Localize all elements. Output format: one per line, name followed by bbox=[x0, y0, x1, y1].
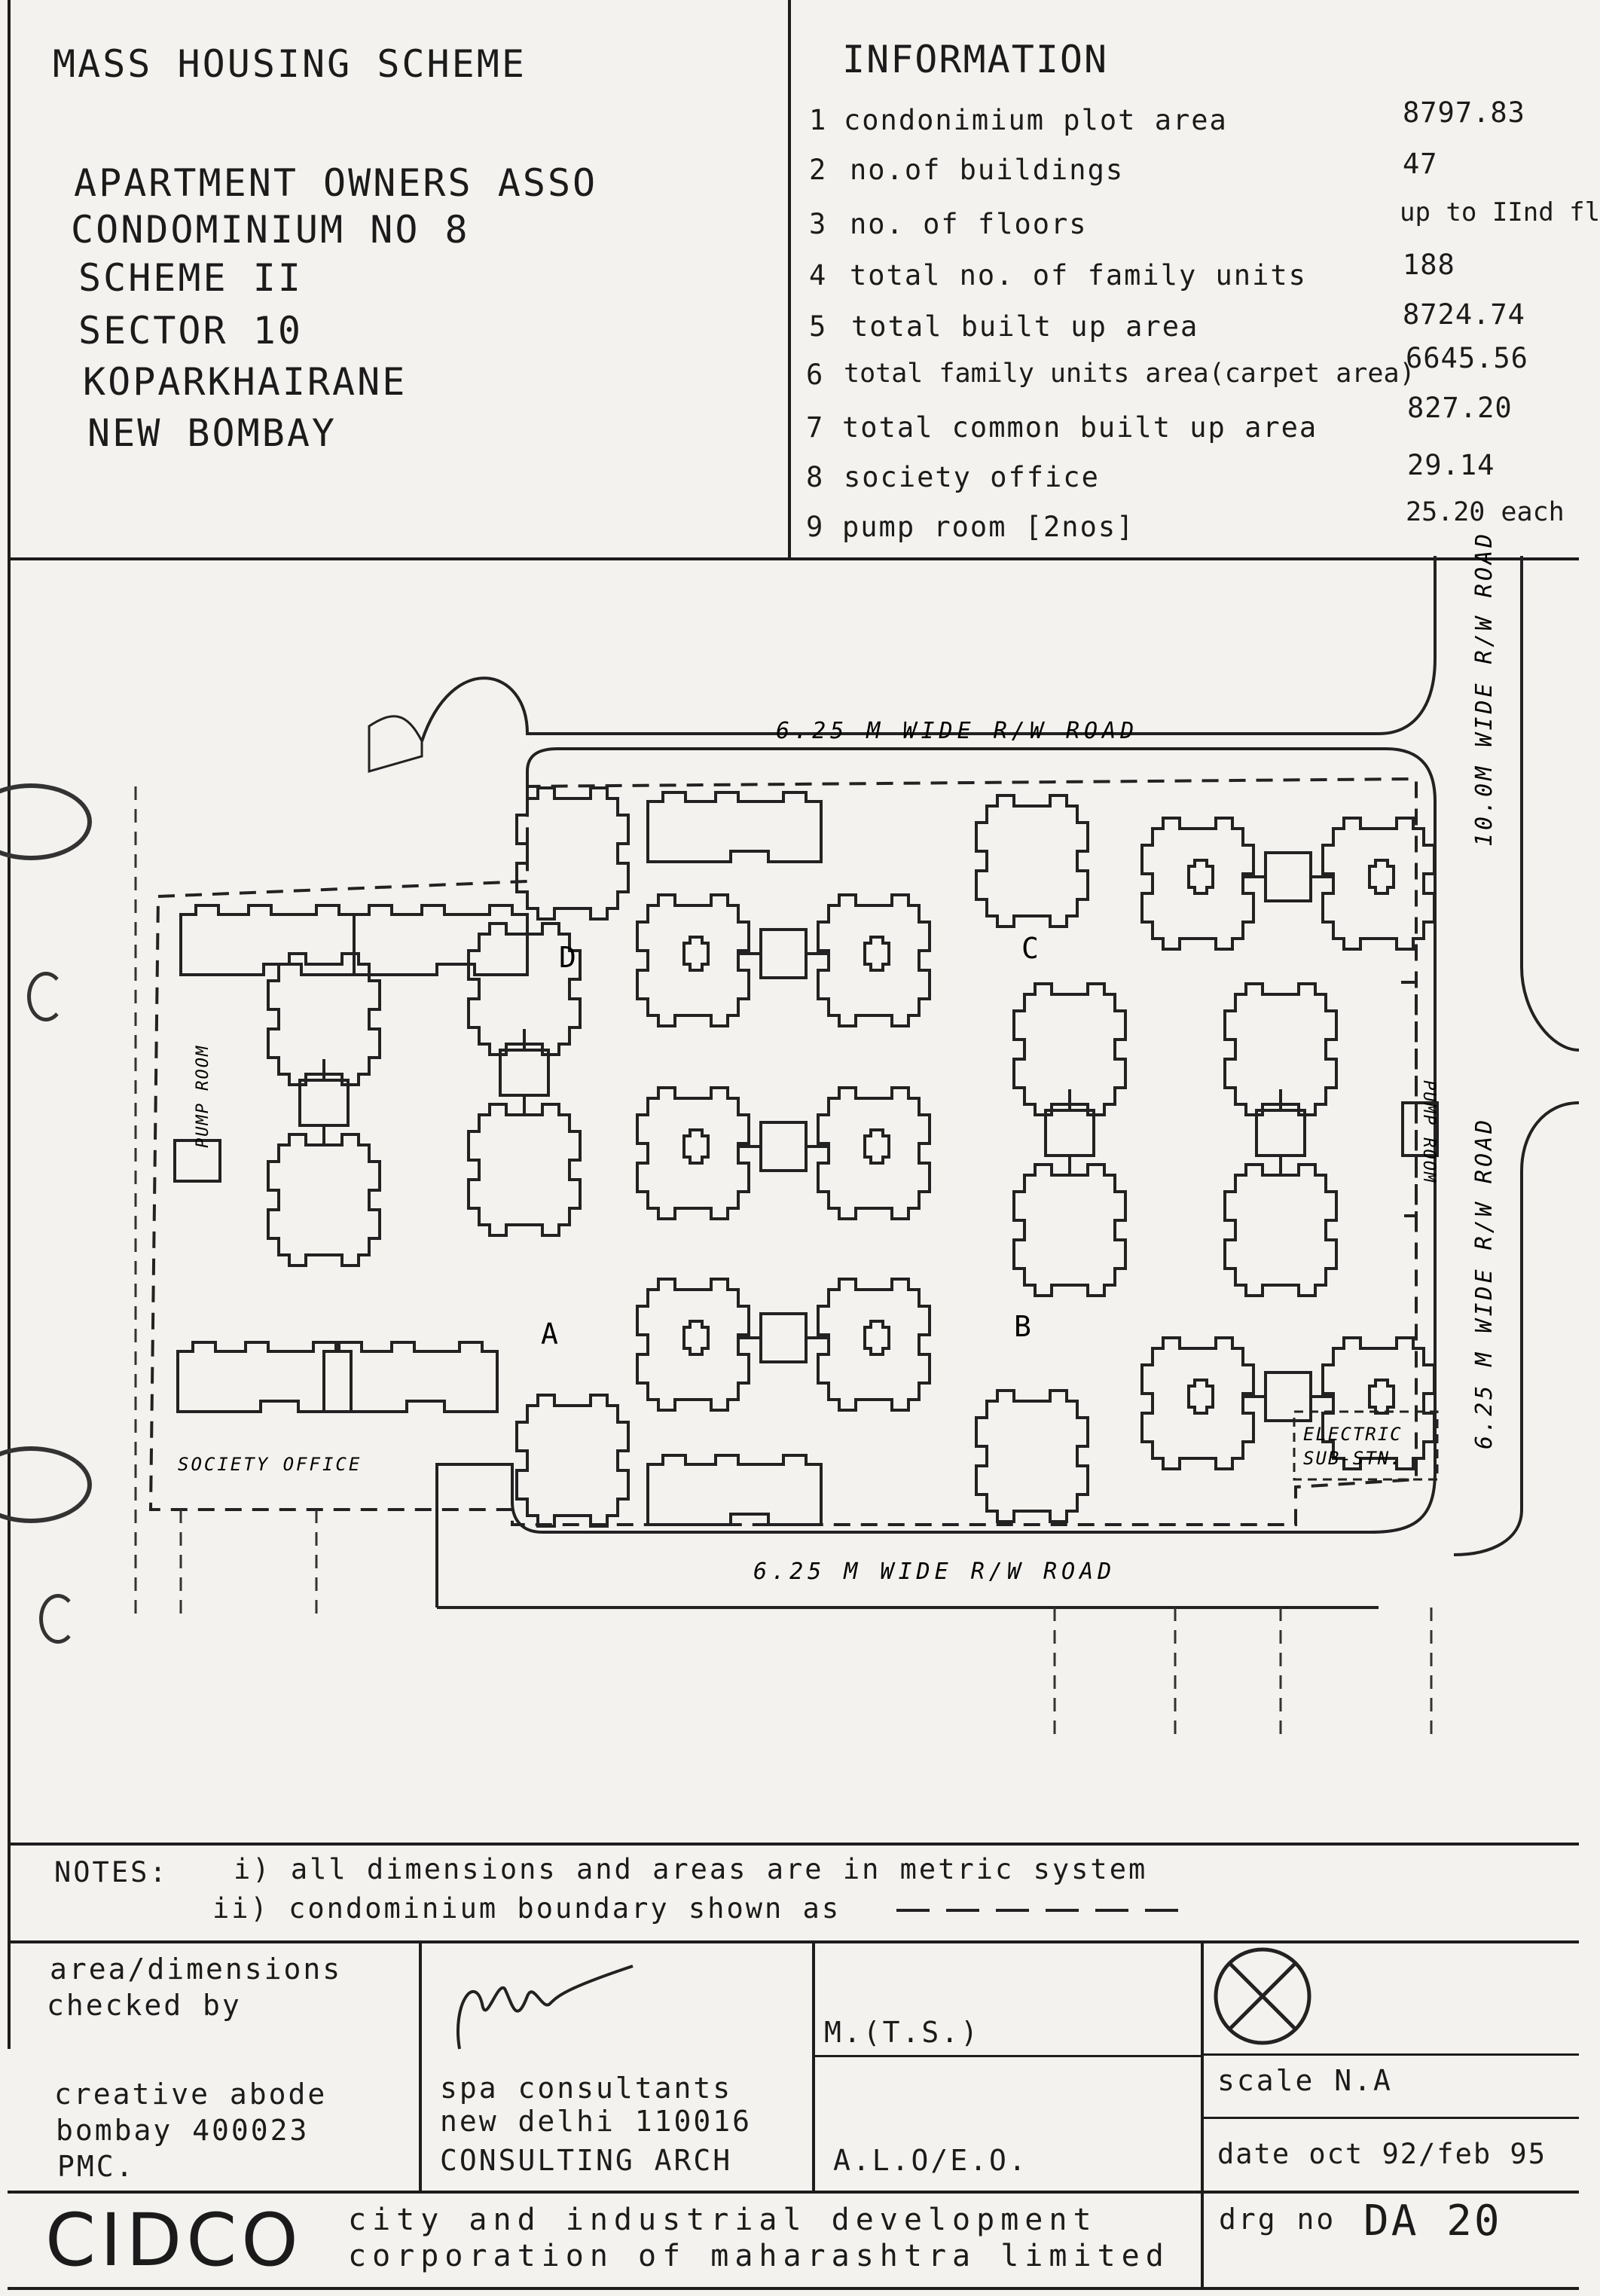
info-row-value: 47 bbox=[1403, 148, 1438, 180]
drawing-number-label: drg no bbox=[1219, 2203, 1336, 2236]
titleblock-top-line bbox=[8, 1940, 1579, 1943]
north-compass-icon bbox=[1210, 1943, 1315, 2049]
site-plan bbox=[0, 530, 1579, 1841]
info-row-no: 9 bbox=[806, 511, 825, 543]
info-row-label: total common built up area bbox=[842, 411, 1318, 444]
info-row-label: total family units area(carpet area) bbox=[844, 359, 1415, 389]
info-row-value: 25.20 each bbox=[1406, 497, 1565, 527]
address-line-3: SCHEME II bbox=[78, 256, 303, 300]
block-label-c: C bbox=[1021, 932, 1039, 965]
road-label-right-bottom: 6.25 M WIDE R/W ROAD bbox=[1471, 1116, 1498, 1449]
info-row-label: pump room [2nos] bbox=[842, 511, 1135, 543]
notes-line-2: ii) condominium boundary shown as bbox=[212, 1892, 841, 1925]
pmc-line-3: PMC. bbox=[57, 2150, 136, 2183]
tb-col-1 bbox=[419, 1940, 422, 2192]
notes-label: NOTES: bbox=[54, 1856, 169, 1888]
info-row-no: 5 bbox=[809, 310, 828, 343]
block-label-d: D bbox=[559, 941, 576, 974]
scale-label: scale N.A bbox=[1217, 2064, 1393, 2097]
info-row-no: 8 bbox=[806, 461, 825, 493]
info-row-no: 2 bbox=[809, 154, 828, 186]
info-row-no: 4 bbox=[809, 259, 828, 292]
electric-label-2: SUB-STN. bbox=[1303, 1448, 1403, 1469]
drawing-number: DA 20 bbox=[1363, 2197, 1502, 2246]
consultant-line-1: spa consultants bbox=[440, 2072, 733, 2105]
checked-by-line-2: checked by bbox=[47, 1989, 242, 2022]
consultant-line-2: new delhi 110016 bbox=[440, 2105, 753, 2138]
tb-row-mts bbox=[812, 2055, 1201, 2057]
pump-room-right-label: PUMP ROOM bbox=[1419, 1080, 1438, 1184]
address-line-2: CONDOMINIUM NO 8 bbox=[71, 208, 470, 252]
info-row-no: 7 bbox=[806, 411, 825, 444]
electric-label-1: ELECTRIC bbox=[1303, 1424, 1403, 1445]
corporation-line-1: city and industrial development bbox=[348, 2203, 1098, 2237]
info-row-label: society office bbox=[844, 461, 1100, 493]
signature bbox=[444, 1959, 640, 2064]
block-label-b: B bbox=[1014, 1310, 1031, 1343]
info-row-value: up to IInd fl bbox=[1400, 197, 1600, 227]
titleblock-bottom-line bbox=[8, 2287, 1579, 2290]
scheme-title: MASS HOUSING SCHEME bbox=[53, 42, 527, 86]
corporation-line-2: corporation of maharashtra limited bbox=[348, 2239, 1170, 2273]
information-title: INFORMATION bbox=[842, 38, 1109, 81]
address-line-1: APARTMENT OWNERS ASSO bbox=[74, 161, 598, 205]
info-row-label: total built up area bbox=[851, 310, 1199, 343]
info-row-value: 827.20 bbox=[1407, 392, 1513, 424]
address-line-5: KOPARKHAIRANE bbox=[83, 360, 408, 404]
pmc-line-2: bombay 400023 bbox=[56, 2114, 310, 2147]
cidco-logo: CIDCO bbox=[45, 2198, 303, 2282]
block-label-a: A bbox=[541, 1317, 558, 1351]
building-blocks bbox=[178, 788, 1434, 1526]
notes-top-line bbox=[8, 1843, 1579, 1846]
binder-hole-top bbox=[27, 972, 65, 1021]
info-row-label: no.of buildings bbox=[850, 154, 1125, 186]
titleblock-cidco-line bbox=[8, 2191, 1579, 2194]
tb-col-3 bbox=[1201, 1940, 1204, 2288]
consultant-line-3: CONSULTING ARCH bbox=[440, 2144, 733, 2177]
tb-row-compass bbox=[1201, 2053, 1579, 2056]
pump-room-left-label: PUMP ROOM bbox=[194, 1044, 212, 1148]
info-row-value: 6645.56 bbox=[1406, 342, 1528, 374]
road-label-top: 6.25 M WIDE R/W ROAD bbox=[776, 718, 1139, 744]
tb-row-scale bbox=[1201, 2117, 1579, 2119]
info-row-value: 188 bbox=[1403, 249, 1455, 281]
info-row-value: 29.14 bbox=[1407, 449, 1495, 481]
address-line-4: SECTOR 10 bbox=[78, 309, 303, 353]
pmc-line-1: creative abode bbox=[54, 2078, 328, 2111]
info-row-value: 8724.74 bbox=[1403, 298, 1525, 331]
checked-by-line-1: area/dimensions bbox=[50, 1953, 343, 1986]
road-label-right-top: 10.0M WIDE R/W ROAD bbox=[1471, 530, 1498, 847]
alo-label: A.L.O/E.O. bbox=[833, 2144, 1028, 2177]
mts-label: M.(T.S.) bbox=[824, 2016, 981, 2049]
info-row-no: 3 bbox=[809, 208, 828, 240]
info-row-no: 6 bbox=[806, 359, 825, 391]
boundary-legend-line bbox=[896, 1906, 1190, 1915]
info-row-label: total no. of family units bbox=[850, 259, 1307, 292]
info-row-value: 8797.83 bbox=[1403, 96, 1525, 129]
info-row-label: no. of floors bbox=[850, 208, 1088, 240]
date-label: date oct 92/feb 95 bbox=[1217, 2138, 1547, 2170]
info-row-no: 1 bbox=[809, 104, 828, 136]
tb-col-2 bbox=[812, 1940, 815, 2192]
notes-line-1: i) all dimensions and areas are in metric system bbox=[234, 1853, 1148, 1885]
header-divider bbox=[788, 0, 791, 557]
binder-hole-bottom bbox=[39, 1594, 77, 1644]
road-label-bottom: 6.25 M WIDE R/W ROAD bbox=[753, 1559, 1116, 1585]
address-line-6: NEW BOMBAY bbox=[87, 411, 337, 455]
info-row-label: condonimium plot area bbox=[844, 104, 1228, 136]
society-office-label: SOCIETY OFFICE bbox=[178, 1454, 362, 1475]
